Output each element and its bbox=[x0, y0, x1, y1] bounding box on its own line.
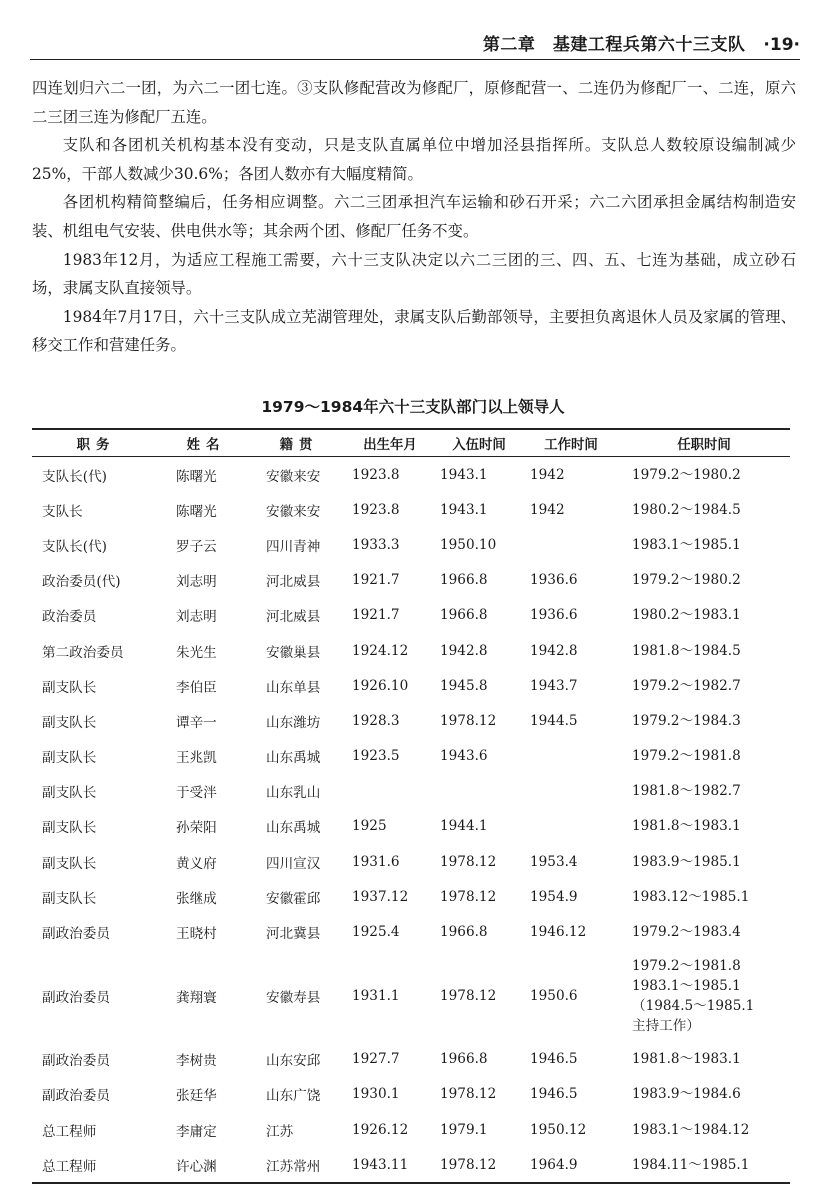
cell-enlist: 1966.8 bbox=[440, 607, 488, 624]
cell-work-start: 1944.5 bbox=[530, 712, 578, 729]
cell-native-place: 安徽巢县 bbox=[266, 644, 321, 661]
tenure-line: 1979.2～1982.7 bbox=[632, 677, 741, 694]
cell-work-start: 1942 bbox=[530, 466, 565, 483]
cell-birth: 1937.12 bbox=[352, 888, 409, 905]
cell-work-start bbox=[524, 809, 618, 844]
cell-birth: 1927.7 bbox=[352, 1051, 400, 1068]
cell-work-start: 1943.7 bbox=[530, 677, 578, 694]
header-tenure: 任职时间 bbox=[618, 429, 790, 457]
cell-birth: 1923.8 bbox=[352, 466, 400, 483]
cell-enlist: 1942.8 bbox=[440, 642, 488, 659]
cell-enlist: 1944.1 bbox=[440, 818, 488, 835]
cell-native-place: 山东广饶 bbox=[266, 1088, 321, 1105]
cell-position: 副支队长 bbox=[42, 890, 97, 907]
cell-birth: 1933.3 bbox=[352, 536, 400, 553]
cell-name: 李伯臣 bbox=[176, 679, 217, 696]
cell-work-start: 1950.6 bbox=[530, 987, 578, 1004]
cell-work-start: 1946.12 bbox=[530, 924, 587, 941]
cell-position: 支队长(代) bbox=[42, 538, 107, 555]
cell-tenure bbox=[618, 1077, 790, 1112]
tenure-line: （1984.5～1985.1 bbox=[632, 997, 755, 1014]
table-row bbox=[32, 774, 790, 809]
tenure-line: 1979.2～1981.8 bbox=[632, 957, 741, 974]
cell-position: 支队长 bbox=[42, 503, 83, 520]
table-row bbox=[32, 914, 790, 949]
tenure-line: 1983.9～1984.6 bbox=[632, 1086, 741, 1103]
cell-tenure bbox=[618, 457, 790, 493]
tenure-line: 1980.2～1983.1 bbox=[632, 607, 741, 624]
cell-enlist: 1943.1 bbox=[440, 466, 488, 483]
cell-name: 许心渊 bbox=[160, 1147, 252, 1183]
cell-name: 谭辛一 bbox=[176, 714, 217, 731]
cell-enlist: 1943.6 bbox=[440, 748, 488, 765]
cell-tenure bbox=[618, 809, 790, 844]
paragraph: 1984年7月17日，六十三支队成立芜湖管理处，隶属支队后勤部领导，主要担负离退休人员及家属的管理、移交工作和营建任务。 bbox=[32, 307, 796, 355]
paragraph: 各团机构精简整编后，任务相应调整。六二三团承担汽车运输和砂石开采；六二六团承担金属结构制造安装、机组电气安装、供电供水等；其余两个团、修配厂任务不变。 bbox=[32, 193, 796, 240]
cell-position: 副支队长 bbox=[42, 750, 97, 767]
tenure-line: 1981.8～1982.7 bbox=[632, 783, 741, 800]
cell-work-start: 1950.12 bbox=[530, 1121, 587, 1138]
cell-native-place: 江苏 bbox=[266, 1123, 294, 1140]
table-row bbox=[32, 1112, 790, 1147]
cell-position: 总工程师 bbox=[32, 1147, 160, 1183]
cell-work-start: 1954.9 bbox=[530, 888, 578, 905]
cell-position: 总工程师 bbox=[42, 1123, 97, 1140]
cell-work-start: 1942.8 bbox=[530, 642, 578, 659]
tenure-line: 1979.2～1981.8 bbox=[632, 748, 741, 765]
cell-birth: 1928.3 bbox=[352, 712, 400, 729]
cell-work-start: 1942 bbox=[530, 501, 565, 518]
cell-name: 陈曙光 bbox=[176, 468, 217, 485]
cell-name: 王晓村 bbox=[176, 926, 217, 943]
cell-birth: 1930.1 bbox=[352, 1086, 400, 1103]
cell-birth: 1931.6 bbox=[352, 853, 400, 870]
table-row bbox=[32, 703, 790, 738]
cell-enlist: 1978.12 bbox=[440, 888, 497, 905]
cell-name: 罗子云 bbox=[176, 538, 217, 555]
cell-enlist: 1979.1 bbox=[440, 1121, 488, 1138]
tenure-line: 1984.11～1985.1 bbox=[632, 1156, 750, 1173]
cell-name: 张廷华 bbox=[176, 1088, 217, 1105]
cell-birth: 1921.7 bbox=[352, 572, 400, 589]
cell-work-start: 1946.5 bbox=[530, 1051, 578, 1068]
cell-birth: 1931.1 bbox=[352, 987, 400, 1004]
cell-native-place: 安徽来安 bbox=[266, 503, 321, 520]
table-body bbox=[32, 457, 790, 1184]
table-row bbox=[32, 809, 790, 844]
cell-native-place: 山东单县 bbox=[266, 679, 321, 696]
cell-enlist: 1978.12 bbox=[440, 712, 497, 729]
cell-native-place: 山东乳山 bbox=[266, 785, 321, 802]
header-position: 职务 bbox=[32, 429, 160, 457]
paragraph: 支队和各团机关机构基本没有变动，只是支队直属单位中增加泾县指挥所。支队总人数较原设编制减少25%，干部人数减少30.6%；各团人数亦有大幅度精简。 bbox=[32, 136, 796, 183]
table-row bbox=[32, 527, 790, 562]
cell-native-place: 山东禹城 bbox=[266, 750, 321, 767]
cell-name: 黄义府 bbox=[176, 855, 217, 872]
cell-native-place: 山东安邱 bbox=[266, 1053, 321, 1070]
cell-tenure bbox=[618, 668, 790, 703]
cell-position: 副政治委员 bbox=[42, 926, 110, 943]
cell-native-place: 四川宣汉 bbox=[266, 855, 321, 872]
cell-work-start bbox=[524, 527, 618, 562]
cell-enlist: 1945.8 bbox=[440, 677, 488, 694]
cell-birth: 1925.4 bbox=[352, 924, 400, 941]
cell-birth: 1923.5 bbox=[352, 748, 400, 765]
table-row bbox=[32, 950, 790, 1042]
cell-position: 第二政治委员 bbox=[42, 644, 124, 661]
cell-enlist bbox=[434, 774, 524, 809]
cell-position: 政治委员(代) bbox=[42, 574, 121, 591]
cell-native-place: 河北威县 bbox=[266, 609, 321, 626]
cell-tenure bbox=[618, 492, 790, 527]
cell-position: 副支队长 bbox=[42, 820, 97, 837]
cell-tenure bbox=[618, 844, 790, 879]
cell-position: 副支队长 bbox=[42, 785, 97, 802]
tenure-line: 1981.8～1984.5 bbox=[632, 642, 741, 659]
cell-tenure bbox=[618, 914, 790, 949]
tenure-line: 1979.2～1983.4 bbox=[632, 924, 741, 941]
cell-name: 于受泮 bbox=[176, 785, 217, 802]
cell-name: 李树贵 bbox=[176, 1053, 217, 1070]
tenure-line: 1981.8～1983.1 bbox=[632, 818, 741, 835]
header-enlist: 入伍时间 bbox=[434, 429, 524, 457]
cell-enlist: 1978.12 bbox=[440, 987, 497, 1004]
cell-native-place: 安徽霍邱 bbox=[266, 890, 321, 907]
table-row bbox=[32, 668, 790, 703]
cell-tenure bbox=[618, 1112, 790, 1147]
cell-position: 副政治委员 bbox=[42, 989, 110, 1006]
cell-native-place: 山东禹城 bbox=[266, 820, 321, 837]
table-header-row bbox=[32, 429, 790, 457]
cell-native-place: 江苏常州 bbox=[252, 1147, 346, 1183]
cell-work-start: 1936.6 bbox=[530, 607, 578, 624]
header-native-place: 籍贯 bbox=[252, 429, 346, 457]
cell-name: 王兆凯 bbox=[176, 750, 217, 767]
cell-position: 支队长(代) bbox=[42, 468, 107, 485]
cell-native-place: 河北冀县 bbox=[266, 926, 321, 943]
tenure-line: 1981.8～1983.1 bbox=[632, 1051, 741, 1068]
cell-enlist: 1966.8 bbox=[440, 924, 488, 941]
cell-tenure bbox=[618, 527, 790, 562]
tenure-line: 1979.2～1980.2 bbox=[632, 572, 741, 589]
header-work-start: 工作时间 bbox=[524, 429, 618, 457]
tenure-line: 1980.2～1984.5 bbox=[632, 501, 741, 518]
cell-name: 龚翔寰 bbox=[176, 989, 217, 1006]
tenure-line: 1979.2～1984.3 bbox=[632, 712, 741, 729]
cell-name: 李庸定 bbox=[176, 1123, 217, 1140]
cell-name: 朱光生 bbox=[176, 644, 217, 661]
cell-tenure bbox=[618, 703, 790, 738]
cell-position: 政治委员 bbox=[42, 609, 97, 626]
header-birth: 出生年月 bbox=[346, 429, 434, 457]
tenure-line: 1983.9～1985.1 bbox=[632, 853, 741, 870]
cell-birth: 1925 bbox=[352, 818, 387, 835]
cell-tenure bbox=[618, 739, 790, 774]
cell-native-place: 四川青神 bbox=[266, 538, 321, 555]
table-title: 1979～1984年六十三支队部门以上领导人 bbox=[261, 398, 565, 416]
cell-name: 刘志明 bbox=[176, 574, 217, 591]
tenure-line: 1983.12～1985.1 bbox=[632, 888, 750, 905]
cell-work-start bbox=[524, 739, 618, 774]
cell-tenure bbox=[618, 879, 790, 914]
cell-native-place: 河北威县 bbox=[266, 574, 321, 591]
tenure-line: 1979.2～1980.2 bbox=[632, 466, 741, 483]
cell-work-start bbox=[524, 774, 618, 809]
paragraph: 1983年12月，为适应工程施工需要，六十三支队决定以六二三团的三、四、五、七连为基础，成立砂石场，隶属支队直接领导。 bbox=[32, 250, 796, 298]
page-number: ·19· bbox=[763, 35, 800, 55]
cell-birth: 1923.8 bbox=[352, 501, 400, 518]
cell-native-place: 安徽寿县 bbox=[266, 989, 321, 1006]
cell-native-place: 安徽来安 bbox=[266, 468, 321, 485]
cell-native-place: 山东潍坊 bbox=[266, 714, 321, 731]
cell-enlist: 1950.10 bbox=[440, 536, 497, 553]
cell-birth: 1924.12 bbox=[352, 642, 409, 659]
cell-name: 张继成 bbox=[176, 890, 217, 907]
header-name: 姓名 bbox=[160, 429, 252, 457]
table-row bbox=[32, 879, 790, 914]
running-header bbox=[30, 26, 800, 60]
body-text bbox=[32, 74, 796, 360]
cell-work-start: 1964.9 bbox=[524, 1147, 618, 1183]
cell-tenure bbox=[618, 774, 790, 809]
cell-enlist: 1966.8 bbox=[440, 1051, 488, 1068]
cell-work-start: 1936.6 bbox=[530, 572, 578, 589]
cell-tenure bbox=[618, 563, 790, 598]
cell-enlist: 1966.8 bbox=[440, 572, 488, 589]
table-row bbox=[32, 563, 790, 598]
cell-birth: 1921.7 bbox=[352, 607, 400, 624]
leaders-table bbox=[32, 428, 790, 1184]
table-row bbox=[32, 1147, 790, 1183]
cell-tenure bbox=[618, 633, 790, 668]
table-row bbox=[32, 1042, 790, 1077]
cell-work-start: 1953.4 bbox=[530, 853, 578, 870]
tenure-line: 1983.1～1984.12 bbox=[632, 1121, 750, 1138]
table-row bbox=[32, 1077, 790, 1112]
cell-birth: 1926.10 bbox=[352, 677, 409, 694]
cell-enlist: 1978.12 bbox=[440, 1086, 497, 1103]
table-row bbox=[32, 633, 790, 668]
cell-enlist: 1978.12 bbox=[440, 853, 497, 870]
cell-birth: 1943.11 bbox=[346, 1147, 434, 1183]
cell-position: 副支队长 bbox=[42, 714, 97, 731]
cell-position: 副支队长 bbox=[42, 679, 97, 696]
cell-name: 刘志明 bbox=[176, 609, 217, 626]
cell-position: 副政治委员 bbox=[42, 1088, 110, 1105]
tenure-line: 1983.1～1985.1 bbox=[632, 977, 741, 994]
table-row bbox=[32, 739, 790, 774]
cell-name: 孙荣阳 bbox=[176, 820, 217, 837]
tenure-line: 主持工作） bbox=[632, 1017, 700, 1034]
cell-name: 陈曙光 bbox=[176, 503, 217, 520]
cell-work-start: 1946.5 bbox=[530, 1086, 578, 1103]
cell-birth: 1926.12 bbox=[352, 1121, 409, 1138]
cell-tenure bbox=[618, 598, 790, 633]
tenure-line: 1983.1～1985.1 bbox=[632, 536, 741, 553]
table-row bbox=[32, 598, 790, 633]
cell-position: 副政治委员 bbox=[42, 1053, 110, 1070]
cell-tenure bbox=[618, 1147, 790, 1183]
table-row bbox=[32, 844, 790, 879]
cell-birth bbox=[346, 774, 434, 809]
table-row bbox=[32, 492, 790, 527]
paragraph: 四连划归六二一团，为六二一团七连。③支队修配营改为修配厂，原修配营一、二连仍为修配厂一、二连，原六二三团三连为修配厂五连。 bbox=[32, 79, 796, 126]
chapter-title: 第二章 基建工程兵第六十三支队 bbox=[482, 35, 746, 55]
cell-enlist: 1943.1 bbox=[440, 501, 488, 518]
table-row bbox=[32, 457, 790, 493]
cell-tenure bbox=[618, 950, 790, 1042]
cell-enlist: 1978.12 bbox=[434, 1147, 524, 1183]
cell-tenure bbox=[618, 1042, 790, 1077]
cell-position: 副支队长 bbox=[42, 855, 97, 872]
